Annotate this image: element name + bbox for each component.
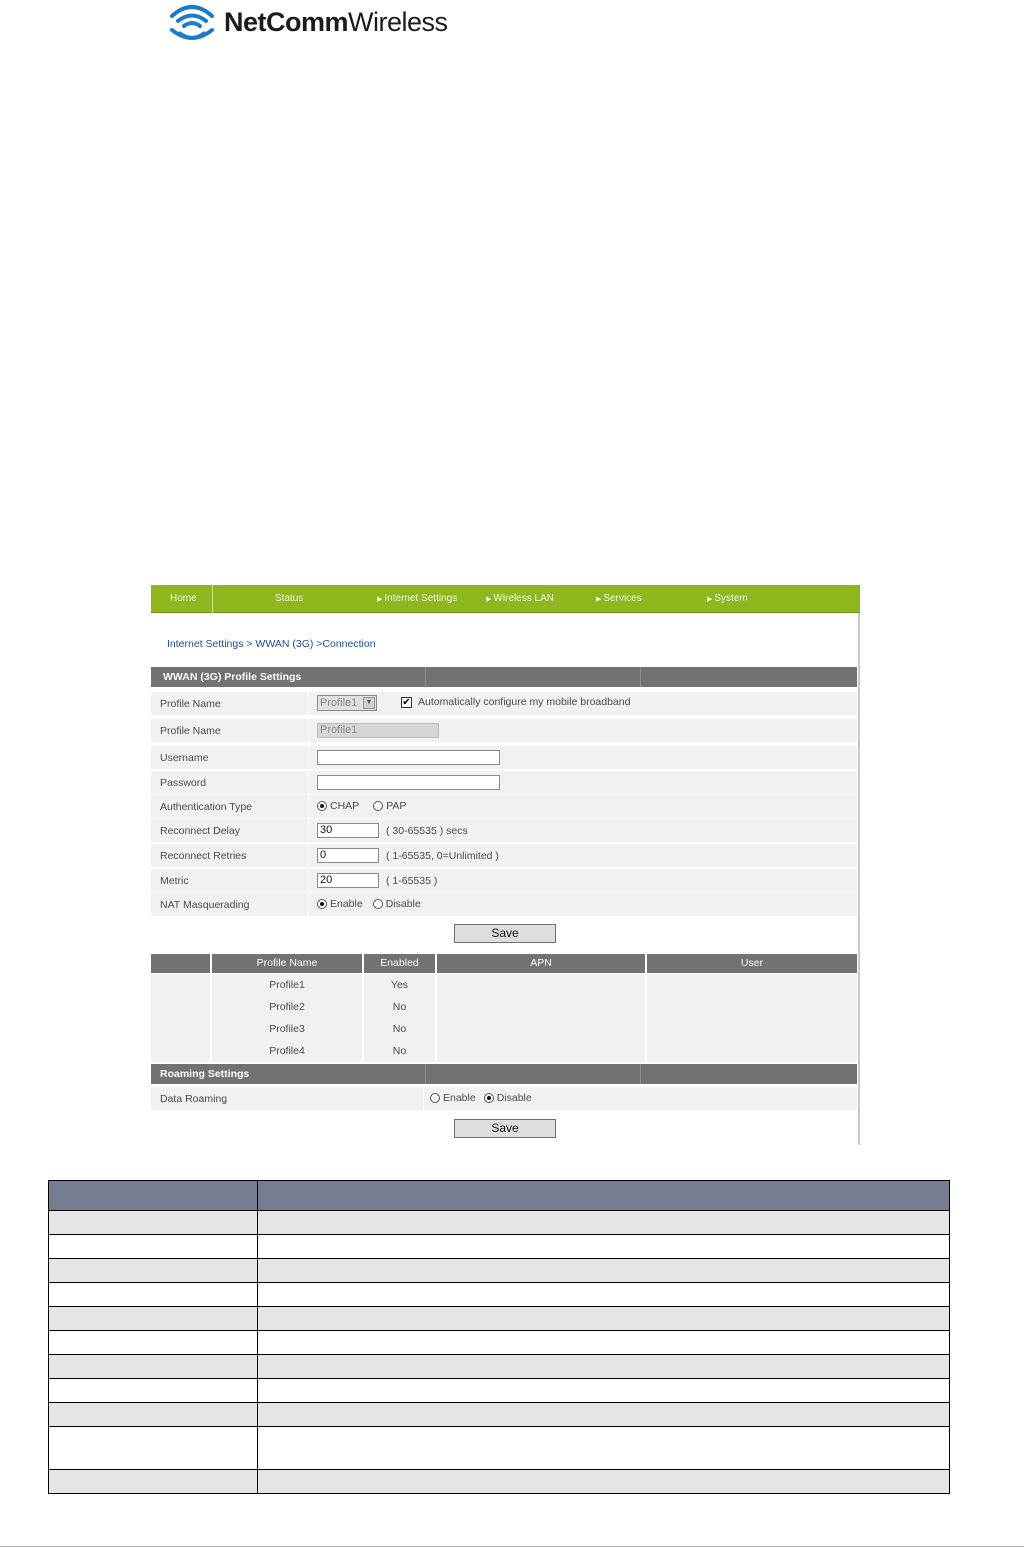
nat-disable-label: Disable: [385, 898, 421, 910]
data-roaming-label: Data Roaming: [160, 1093, 228, 1105]
username-input[interactable]: [317, 750, 500, 765]
roaming-enable-label: Enable: [443, 1092, 476, 1104]
reconnect-delay-row: [151, 819, 857, 842]
user-cell: [645, 974, 857, 996]
password-row: [151, 771, 857, 794]
arrow-right-icon: ▶: [707, 596, 713, 603]
user-cell: [645, 1018, 857, 1040]
apn-cell: [435, 1018, 645, 1040]
apn-cell: [435, 996, 645, 1018]
auth-pap-radio[interactable]: [373, 801, 383, 811]
auth-type-row: [151, 795, 857, 818]
chevron-down-icon: ▼: [363, 697, 375, 709]
breadcrumb[interactable]: Internet Settings > WWAN (3G) >Connection: [167, 638, 376, 650]
roaming-disable-label: Disable: [496, 1092, 532, 1104]
profile-name-cell: Profile4: [210, 1040, 362, 1062]
table-row[interactable]: [151, 974, 857, 996]
profile-name-label: Profile Name: [160, 725, 221, 737]
reconnect-retries-label: Reconnect Retries: [160, 850, 247, 862]
data-roaming-row: [151, 1087, 857, 1110]
password-input[interactable]: [317, 775, 500, 790]
roaming-settings-header: Roaming Settings: [151, 1064, 857, 1084]
col-profile-name: Profile Name: [210, 954, 362, 973]
col-apn: APN: [435, 954, 645, 973]
wifi-signal-icon: [168, 2, 216, 42]
auth-chap-radio[interactable]: [317, 801, 327, 811]
nat-masquerading-row: [151, 893, 857, 916]
profile-name-row: [151, 719, 857, 742]
roaming-enable-radio[interactable]: [430, 1093, 440, 1103]
metric-hint: ( 1-65535 ): [386, 874, 438, 887]
nav-wireless-lan[interactable]: ▶ Wireless LAN: [486, 593, 554, 604]
reconnect-retries-row: [151, 844, 857, 867]
metric-label: Metric: [160, 875, 189, 887]
reconnect-delay-hint: ( 30-65535 ) secs: [386, 824, 468, 837]
profile-settings-header: WWAN (3G) Profile Settings: [151, 667, 857, 687]
auth-pap-label: PAP: [386, 800, 407, 812]
nat-enable-radio[interactable]: [317, 899, 327, 909]
nav-services[interactable]: ▶ Services: [596, 593, 642, 604]
username-label: Username: [160, 752, 209, 764]
table-row[interactable]: [151, 996, 857, 1018]
top-nav-bar: [151, 585, 860, 613]
profile-name-cell: Profile2: [210, 996, 362, 1018]
user-cell: [645, 1040, 857, 1062]
metric-input[interactable]: 20: [317, 873, 379, 888]
save-profile-button[interactable]: Save: [454, 924, 556, 943]
profiles-table-header: [151, 954, 857, 973]
reconnect-retries-hint: ( 1-65535, 0=Unlimited ): [386, 849, 499, 862]
reconnect-delay-label: Reconnect Delay: [160, 825, 240, 837]
nat-masquerading-label: NAT Masquerading: [160, 899, 250, 911]
arrow-right-icon: ▶: [486, 596, 492, 603]
reconnect-retries-input[interactable]: 0: [317, 848, 379, 863]
nat-enable-label: Enable: [330, 898, 363, 910]
password-label: Password: [160, 777, 207, 789]
table-row[interactable]: [151, 1040, 857, 1062]
profile-select-row: [151, 692, 857, 715]
profile-select-label: Profile Name: [160, 698, 221, 710]
nat-disable-radio[interactable]: [373, 899, 383, 909]
netcomm-logo: [168, 0, 448, 44]
description-table: [48, 1180, 950, 1494]
col-user: User: [645, 954, 857, 973]
arrow-right-icon: ▶: [596, 596, 602, 603]
user-cell: [645, 996, 857, 1018]
enabled-cell: Yes: [362, 974, 435, 996]
auth-type-label: Authentication Type: [160, 801, 253, 813]
nav-home[interactable]: Home: [170, 593, 197, 604]
metric-row: [151, 869, 857, 892]
save-roaming-button[interactable]: Save: [454, 1119, 556, 1138]
username-row: [151, 746, 857, 769]
auto-configure-checkbox[interactable]: ✔: [402, 696, 411, 708]
table-row[interactable]: [151, 1018, 857, 1040]
arrow-right-icon: ▶: [377, 596, 383, 603]
apn-cell: [435, 1040, 645, 1062]
enabled-cell: No: [362, 1018, 435, 1040]
enabled-cell: No: [362, 1040, 435, 1062]
profile-name-input[interactable]: Profile1: [317, 723, 439, 738]
col-enabled: Enabled: [362, 954, 435, 973]
brand-name: NetCommWireless: [224, 6, 448, 37]
nav-status[interactable]: Status: [275, 593, 304, 604]
nav-internet-settings[interactable]: ▶ Internet Settings: [377, 593, 458, 604]
auth-chap-label: CHAP: [330, 800, 360, 812]
roaming-disable-radio[interactable]: [484, 1093, 494, 1103]
profile-select[interactable]: Profile1 ▼: [317, 695, 377, 711]
auto-configure-label: Automatically configure my mobile broadband: [418, 696, 631, 708]
router-ui-screenshot: [151, 585, 860, 1145]
reconnect-delay-input[interactable]: 30: [317, 823, 379, 838]
apn-cell: [435, 974, 645, 996]
profile-name-cell: Profile1: [210, 974, 362, 996]
footer-divider: [0, 1546, 1024, 1547]
profile-name-cell: Profile3: [210, 1018, 362, 1040]
nav-system[interactable]: ▶ System: [707, 593, 748, 604]
enabled-cell: No: [362, 996, 435, 1018]
